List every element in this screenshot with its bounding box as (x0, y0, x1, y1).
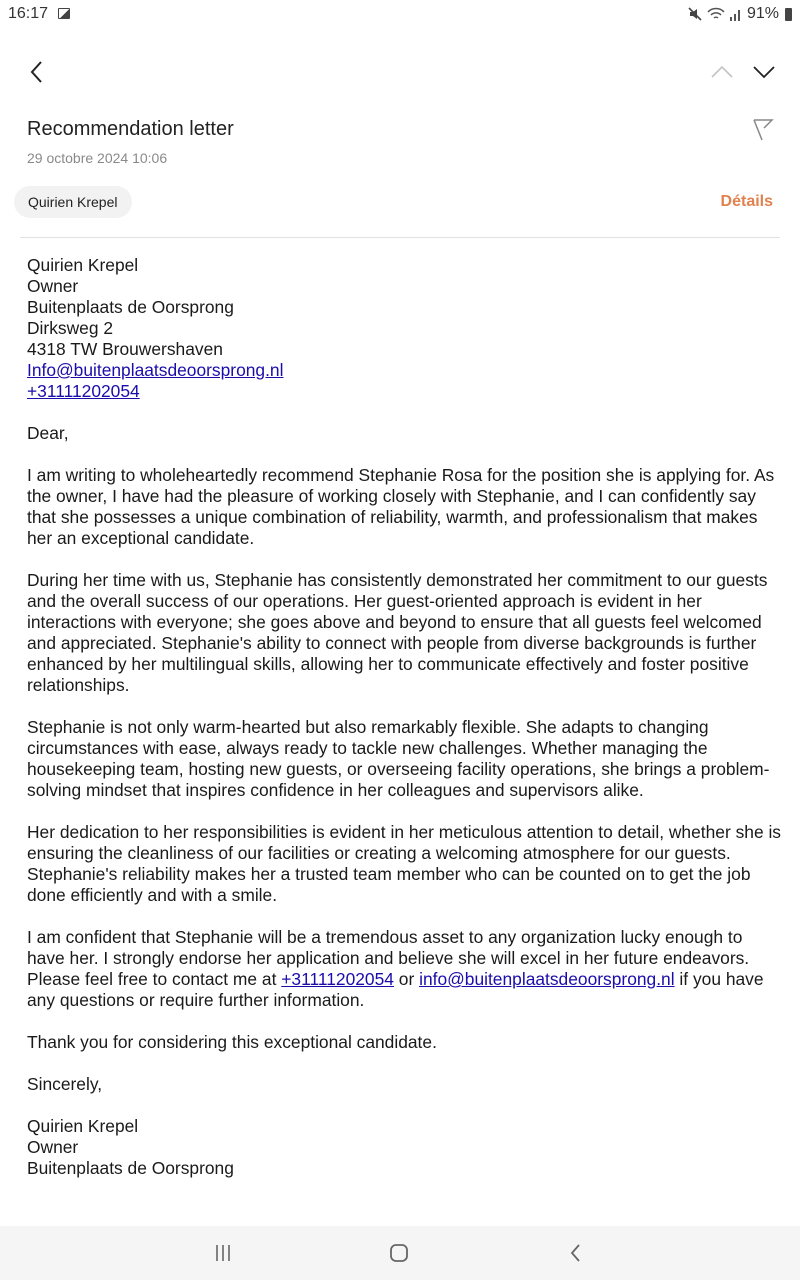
mute-icon (687, 6, 703, 22)
header-phone-link[interactable]: +31111202054 (27, 381, 140, 401)
header-title: Owner (27, 276, 79, 296)
back-icon (569, 1243, 581, 1263)
contact-email-link[interactable]: info@buitenplaatsdeoorsprong.nl (419, 969, 675, 989)
status-bar (0, 0, 800, 28)
status-time: 16:17 (8, 5, 49, 22)
thanks-line: Thank you for considering this exceptional candidate. (27, 1032, 437, 1052)
chevron-up-icon (711, 65, 733, 79)
status-icons (687, 5, 792, 23)
signature-title: Owner (27, 1137, 79, 1157)
contact-phone-link[interactable]: +31111202054 (281, 969, 394, 989)
signature-company: Buitenplaats de Oorsprong (27, 1158, 234, 1178)
paragraph: Her dedication to her responsibilities is evident in her meticulous attention to detail, whether she is ensuring the cleanliness of our facilities or creating a welcoming atmosphere for our guests. Stephanie's reliability makes her a trusted team member who can be counted on to get the job done efficiently and with a smile. (27, 822, 782, 905)
flag-button[interactable] (752, 116, 774, 142)
header-divider (20, 237, 780, 238)
header-email-link[interactable]: Info@buitenplaatsdeoorsprong.nl (27, 360, 284, 380)
recents-button[interactable] (208, 1240, 238, 1266)
header-name: Quirien Krepel (27, 255, 139, 275)
home-icon (389, 1243, 409, 1263)
next-email-button[interactable] (746, 58, 782, 86)
closing-text: or (393, 969, 420, 989)
signoff: Sincerely, (27, 1074, 103, 1094)
flag-icon (752, 116, 774, 142)
letter-header (27, 255, 782, 402)
email-subject: Recommendation letter (27, 118, 234, 140)
closing-text: if you have any questions or require further information. (27, 969, 764, 1010)
battery-icon (785, 8, 792, 21)
paragraph: I am writing to wholeheartedly recommend Stephanie Rosa for the position she is applying for. As the owner, I have had the pleasure of working closely with Stephanie, and I can confidently say that she possesses a unique combination of reliability, warmth, and professionalism that makes her an exceptional candidate. (27, 465, 775, 548)
wifi-icon (707, 6, 725, 22)
previous-email-button[interactable] (704, 58, 740, 86)
gallery-icon (58, 8, 70, 19)
back-button[interactable] (20, 54, 52, 90)
header-company: Buitenplaats de Oorsprong (27, 297, 234, 317)
signature-name: Quirien Krepel (27, 1116, 139, 1136)
email-body (27, 255, 782, 1200)
sender-chip[interactable]: Quirien Krepel (14, 186, 132, 218)
chevron-left-icon (29, 60, 43, 84)
recents-icon (214, 1244, 232, 1262)
closing-paragraph (27, 927, 782, 1011)
system-nav-bar (0, 1226, 800, 1280)
header-street: Dirksweg 2 (27, 318, 114, 338)
paragraph: During her time with us, Stephanie has consistently demonstrated her commitment to our guests and the overall success of our operations. Her guest-oriented approach is evident in her interactions with everyone; she goes above and beyond to ensure that all guests feel welcomed and appreciated. Stephanie's ability to connect with people from diverse backgrounds is further enhanced by her multilingual skills, allowing her to communicate effectively and foster positive relationships. (27, 570, 768, 695)
signal-icon (729, 6, 743, 22)
signature (27, 1116, 782, 1179)
email-date: 29 octobre 2024 10:06 (27, 150, 168, 166)
battery-percent: 91% (746, 5, 779, 22)
greeting: Dear, (27, 423, 69, 443)
chevron-down-icon (753, 65, 775, 79)
closing-text: I am confident that Stephanie will be a tremendous asset to any organization lucky enough to have her. I strongly endorse her application and believe she will excel in her future endeavors. Please feel free to contact me at (27, 927, 750, 989)
paragraph: Stephanie is not only warm-hearted but also remarkably flexible. She adapts to changing circumstances with ease, always ready to tackle new challenges. Whether managing the housekeeping team, hosting new guests, or overseeing facility operations, she brings a problem-solving mindset that inspires confidence in her colleagues and supervisors alike. (27, 717, 770, 800)
nav-back-button[interactable] (560, 1240, 590, 1266)
header-city: 4318 TW Brouwershaven (27, 339, 223, 359)
home-button[interactable] (384, 1240, 414, 1266)
email-toolbar (0, 50, 800, 94)
details-link[interactable]: Détails (720, 193, 773, 210)
